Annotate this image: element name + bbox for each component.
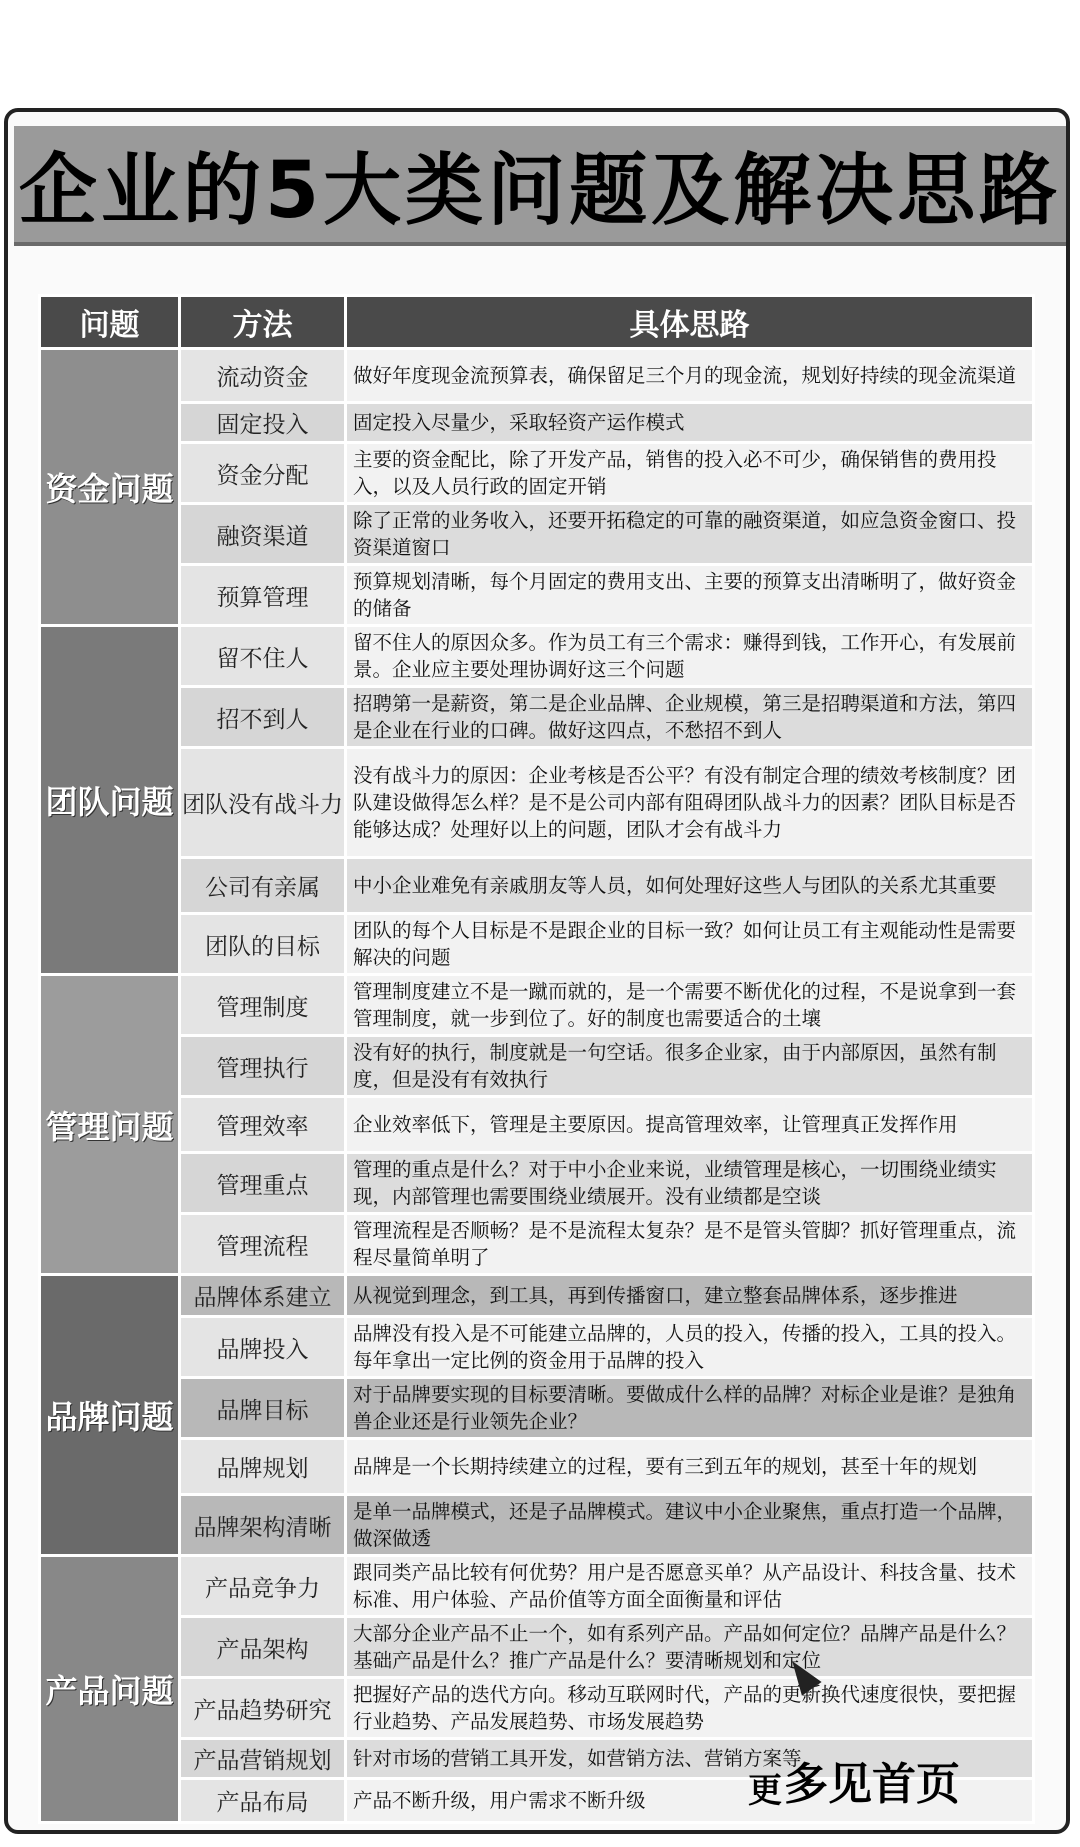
method-cell: 产品竞争力 [180, 1556, 346, 1617]
category-funding: 资金问题 [40, 349, 180, 626]
method-cell: 融资渠道 [180, 504, 346, 565]
footer-label: 多见首页 [784, 1759, 960, 1810]
detail-cell: 是单一品牌模式，还是子品牌模式。建议中小企业聚焦，重点打造一个品牌，做深做透 [346, 1495, 1034, 1556]
detail-cell: 没有好的执行，制度就是一句空话。很多企业家，由于内部原因，虽然有制度，但是没有有效执行 [346, 1036, 1034, 1097]
method-cell: 团队没有战斗力 [180, 748, 346, 858]
method-cell: 管理执行 [180, 1036, 346, 1097]
header-method: 方法 [180, 296, 346, 349]
table-row [40, 1439, 1034, 1495]
detail-cell: 管理流程是否顺畅？是不是流程太复杂？是不是管头管脚？抓好管理重点，流程尽量简单明了 [346, 1214, 1034, 1275]
table-row [40, 1678, 1034, 1739]
table-row [40, 1495, 1034, 1556]
method-cell: 产品营销规划 [180, 1739, 346, 1779]
method-cell: 招不到人 [180, 687, 346, 748]
category-product: 产品问题 [40, 1556, 180, 1823]
detail-cell: 管理制度建立不是一蹴而就的，是一个需要不断优化的过程，不是说拿到一套管理制度，就一步到位了。好的制度也需要适合的土壤 [346, 975, 1034, 1036]
detail-cell: 固定投入尽量少，采取轻资产运作模式 [346, 403, 1034, 443]
table-row [40, 565, 1034, 626]
table-row [40, 1378, 1034, 1439]
method-cell: 品牌规划 [180, 1439, 346, 1495]
detail-cell: 没有战斗力的原因：企业考核是否公平？有没有制定合理的绩效考核制度？团队建设做得怎么样？是不是公司内部有阻碍团队战斗力的因素？团队目标是否能够达成？处理好以上的问题，团队才会有战斗力 [346, 748, 1034, 858]
table-header-row [40, 296, 1034, 349]
detail-cell: 产品不断升级，用户需求不断升级 [346, 1779, 1034, 1823]
detail-cell: 招聘第一是薪资，第二是企业品牌、企业规模，第三是招聘渠道和方法，第四是企业在行业的口碑。做好这四点，不愁招不到人 [346, 687, 1034, 748]
table-row [40, 914, 1034, 975]
table-row [40, 443, 1034, 504]
method-cell: 流动资金 [180, 349, 346, 403]
method-cell: 品牌体系建立 [180, 1275, 346, 1317]
problem-table [38, 294, 1035, 1824]
method-cell: 品牌目标 [180, 1378, 346, 1439]
detail-cell: 管理的重点是什么？对于中小企业来说，业绩管理是核心，一切围绕业绩实现，内部管理也需要围绕业绩展开。没有业绩都是空谈 [346, 1153, 1034, 1214]
method-cell: 管理流程 [180, 1214, 346, 1275]
method-cell: 预算管理 [180, 565, 346, 626]
table-row [40, 858, 1034, 914]
method-cell: 公司有亲属 [180, 858, 346, 914]
detail-cell: 从视觉到理念，到工具，再到传播窗口，建立整套品牌体系，逐步推进 [346, 1275, 1034, 1317]
table-row [40, 975, 1034, 1036]
table-row [40, 1153, 1034, 1214]
category-management: 管理问题 [40, 975, 180, 1275]
table-row [40, 349, 1034, 403]
method-cell: 品牌投入 [180, 1317, 346, 1378]
header-problem: 问题 [40, 296, 180, 349]
method-cell: 产品趋势研究 [180, 1678, 346, 1739]
header-detail: 具体思路 [346, 296, 1034, 349]
detail-cell: 主要的资金配比，除了开发产品，销售的投入必不可少，确保销售的费用投入，以及人员行政的固定开销 [346, 443, 1034, 504]
category-brand: 品牌问题 [40, 1275, 180, 1556]
method-cell: 资金分配 [180, 443, 346, 504]
detail-cell: 品牌没有投入是不可能建立品牌的，人员的投入，传播的投入，工具的投入。每年拿出一定比例的资金用于品牌的投入 [346, 1317, 1034, 1378]
detail-cell: 跟同类产品比较有何优势？用户是否愿意买单？从产品设计、科技含量、技术标准、用户体验、产品价值等方面全面衡量和评估 [346, 1556, 1034, 1617]
table-row [40, 1556, 1034, 1617]
method-cell: 留不住人 [180, 626, 346, 687]
method-cell: 管理制度 [180, 975, 346, 1036]
table-row [40, 1617, 1034, 1678]
detail-cell: 针对市场的营销工具开发，如营销方法、营销方案等 [346, 1739, 1034, 1779]
detail-cell: 团队的每个人目标是不是跟企业的目标一致？如何让员工有主观能动性是需要解决的问题 [346, 914, 1034, 975]
page-title: 企业的5大类问题及解决思路 [18, 146, 1062, 236]
detail-cell: 企业效率低下，管理是主要原因。提高管理效率，让管理真正发挥作用 [346, 1097, 1034, 1153]
method-cell: 管理效率 [180, 1097, 346, 1153]
table-row [40, 687, 1034, 748]
table-row [40, 1317, 1034, 1378]
table-row [40, 748, 1034, 858]
detail-cell: 预算规划清晰，每个月固定的费用支出、主要的预算支出清晰明了，做好资金的储备 [346, 565, 1034, 626]
method-cell: 产品架构 [180, 1617, 346, 1678]
table-row [40, 1275, 1034, 1317]
detail-cell: 大部分企业产品不止一个，如有系列产品。产品如何定位？品牌产品是什么？基础产品是什么？推广产品是什么？要清晰规划和定位 [346, 1617, 1034, 1678]
category-team: 团队问题 [40, 626, 180, 975]
detail-cell: 把握好产品的迭代方向。移动互联网时代，产品的更新换代速度很快，要把握行业趋势、产品发展趋势、市场发展趋势 [346, 1678, 1034, 1739]
table-row [40, 1097, 1034, 1153]
method-cell: 管理重点 [180, 1153, 346, 1214]
detail-cell: 除了正常的业务收入，还要开拓稳定的可靠的融资渠道，如应急资金窗口、投资渠道窗口 [346, 504, 1034, 565]
detail-cell: 中小企业难免有亲戚朋友等人员，如何处理好这些人与团队的关系尤其重要 [346, 858, 1034, 914]
footer-prefix: 更 [748, 1771, 782, 1811]
method-cell: 产品布局 [180, 1779, 346, 1823]
table-row [40, 626, 1034, 687]
detail-cell: 做好年度现金流预算表，确保留足三个月的现金流，规划好持续的现金流渠道 [346, 349, 1034, 403]
method-cell: 固定投入 [180, 403, 346, 443]
detail-cell: 品牌是一个长期持续建立的过程，要有三到五年的规划，甚至十年的规划 [346, 1439, 1034, 1495]
table-row [40, 1036, 1034, 1097]
table-row [40, 504, 1034, 565]
detail-cell: 对于品牌要实现的目标要清晰。要做成什么样的品牌？对标企业是谁？是独角兽企业还是行业领先企业？ [346, 1378, 1034, 1439]
table-row [40, 403, 1034, 443]
detail-cell: 留不住人的原因众多。作为员工有三个需求：赚得到钱，工作开心，有发展前景。企业应主要处理协调好这三个问题 [346, 626, 1034, 687]
homepage-link[interactable] [748, 1752, 988, 1812]
method-cell: 团队的目标 [180, 914, 346, 975]
table-row [40, 1214, 1034, 1275]
method-cell: 品牌架构清晰 [180, 1495, 346, 1556]
